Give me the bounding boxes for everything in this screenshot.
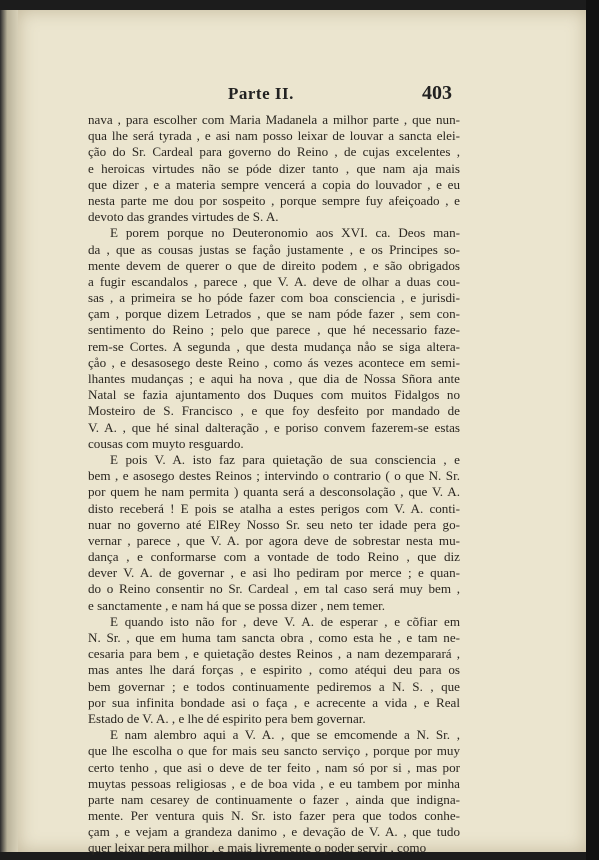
paragraph xyxy=(88,727,460,857)
text-line: do o Reino consentir no Sr. Cardeal , em tal caso será muy bem , xyxy=(88,581,460,597)
text-line: nava , para escolher com Maria Madanela a milhor parte , que nun- xyxy=(88,112,460,127)
paragraph xyxy=(88,225,460,452)
text-line: devoto das grandes virtudes de S. A. xyxy=(88,209,279,225)
text-line: mente devem de querer o que de direito podem , e são obrigados xyxy=(88,257,460,273)
text-line: nesta parte me dou por sospeito , porque sempre fuy afeiçoado , e xyxy=(88,192,460,208)
text-line: disto receberá ! E pois se atalha a estes perigos com V. A. conti- xyxy=(88,500,460,516)
text-line: bem , e asosego destes Reinos ; intervindo o contrario ( o que N. Sr. xyxy=(88,468,460,484)
text-line: sentimento do Reino ; pelo que parece , que hé necessario faze- xyxy=(88,322,460,338)
text-line: çam , porque dizem Letrados , que se nam póde fazer , sem con- xyxy=(88,306,460,322)
text-line: por quem he nam permita ) quanta será a desconsolação , que V. A. xyxy=(88,484,460,500)
paragraph xyxy=(88,452,460,614)
text-line: E pois V. A. isto faz para quietação de sua consciencia , e xyxy=(110,451,460,467)
text-line: E nam alembro aqui a V. A. , que se emcomende a N. Sr. , xyxy=(110,727,460,743)
text-line: Mosteiro de S. Francisco , e que foy desfeito por mandado de xyxy=(88,403,460,419)
text-line: dança , e conformarse com a vontade de todo Reino , que diz xyxy=(88,549,460,565)
text-line: por sua infinita bondade asi o faça , e acrecente a vida , e Real xyxy=(88,694,460,710)
text-line: parte nam cesarey de continuamente o fazer , ainda que indigna- xyxy=(88,791,460,807)
paragraph xyxy=(88,614,460,727)
text-line: a fugir escandalos , parece , que V. A. deve de olhar a duas cou- xyxy=(88,273,460,289)
text-line: bem governar ; e todos continuamente pediremos a N. S. , que xyxy=(88,678,460,694)
text-line: cousas com muyto resguardo. xyxy=(88,435,244,451)
text-line: quer leixar pera milhor , e mais livremente o poder servir , como xyxy=(88,840,427,856)
paragraph xyxy=(88,112,460,225)
text-line: certo tenho , que asi o deve de ter feito , nam só por si , mas por xyxy=(88,759,460,775)
text-line: çåo , e desasosego deste Reino , como ás vezes acontece em semi- xyxy=(88,354,460,370)
text-line: Estado de V. A. , e lhe dé espirito pera bem governar. xyxy=(88,710,366,726)
text-line: V. A. , que hé sinal dalteração , e poriso convem fazerem-se estas xyxy=(88,419,460,435)
page-number: 403 xyxy=(422,82,452,104)
text-line: Natal se fazia ajuntamento dos Duques com muitos Fidalgos no xyxy=(88,387,460,403)
text-line: muytas pessoas religiosas , e de boa vida , e eu tambem por minha xyxy=(88,775,460,791)
text-line: E quando isto não for , deve V. A. de esperar , e cõfiar em xyxy=(110,613,460,629)
text-line: ção do Sr. Cardeal para governo do Reino , de cujas excelentes , xyxy=(88,144,460,160)
text-line: rem-se Cortes. A segunda , que desta mudança nåo se siga altera- xyxy=(88,338,460,354)
text-line: qua lhe será tyrada , e asi nam posso leixar de louvar a sancta elei- xyxy=(88,128,460,144)
text-line: N. Sr. , que em huma tam sancta obra , como esta he , e tam ne- xyxy=(88,630,460,645)
text-line: çam , e vejam a grandeza danimo , e devação de V. A. , que tudo xyxy=(88,824,460,840)
running-title: Parte II. xyxy=(228,84,294,103)
text-line: e heroicas virtudes não se póde dizer tanto , que nam aja mais xyxy=(88,160,460,176)
scan-border xyxy=(586,0,599,860)
text-line: cesaria para bem , e quietação destes Reinos , a nam dezemparará , xyxy=(88,646,460,662)
text-line: que lhe escolha o que for mais seu sancto serviço , porque por muy xyxy=(88,743,460,759)
text-line: mas antes lhe dará forças , e espirito , como atéqui deu para os xyxy=(88,662,460,678)
text-line: vernar , parece , que V. A. por agora deve de sobrestar nesta mu- xyxy=(88,532,460,548)
text-line: nuar no governo até ElRey Nosso Sr. seu neto ter idade pera go- xyxy=(88,516,460,532)
running-header xyxy=(50,78,470,108)
text-line: sas , a primeira se ho póde fazer com boa consciencia , e jurisdi- xyxy=(88,290,460,306)
text-line: e sanctamente , e nam há que se possa dizer , nem temer. xyxy=(88,597,386,613)
text-line: lhantes mudanças ; e aqui ha nova , que dia de Nossa Sñora ante xyxy=(88,371,460,386)
text-line: que dizer , e a materia sempre vencerá a copia do louvador , e eu xyxy=(88,176,460,192)
text-line: mente. Per ventura quis N. Sr. isto fazer pera que todos conhe- xyxy=(88,808,460,824)
text-line: da , que as cousas justas se façåo justamente , e os Principes so- xyxy=(88,241,460,257)
text-line: E porem porque no Deuteronomio aos XVI. ca. Deos man- xyxy=(110,225,460,241)
binding-edge xyxy=(0,10,18,852)
body-text xyxy=(88,112,460,857)
text-line: dever V. A. de governar , e asi lho pediram por merce ; e quan- xyxy=(88,565,460,581)
